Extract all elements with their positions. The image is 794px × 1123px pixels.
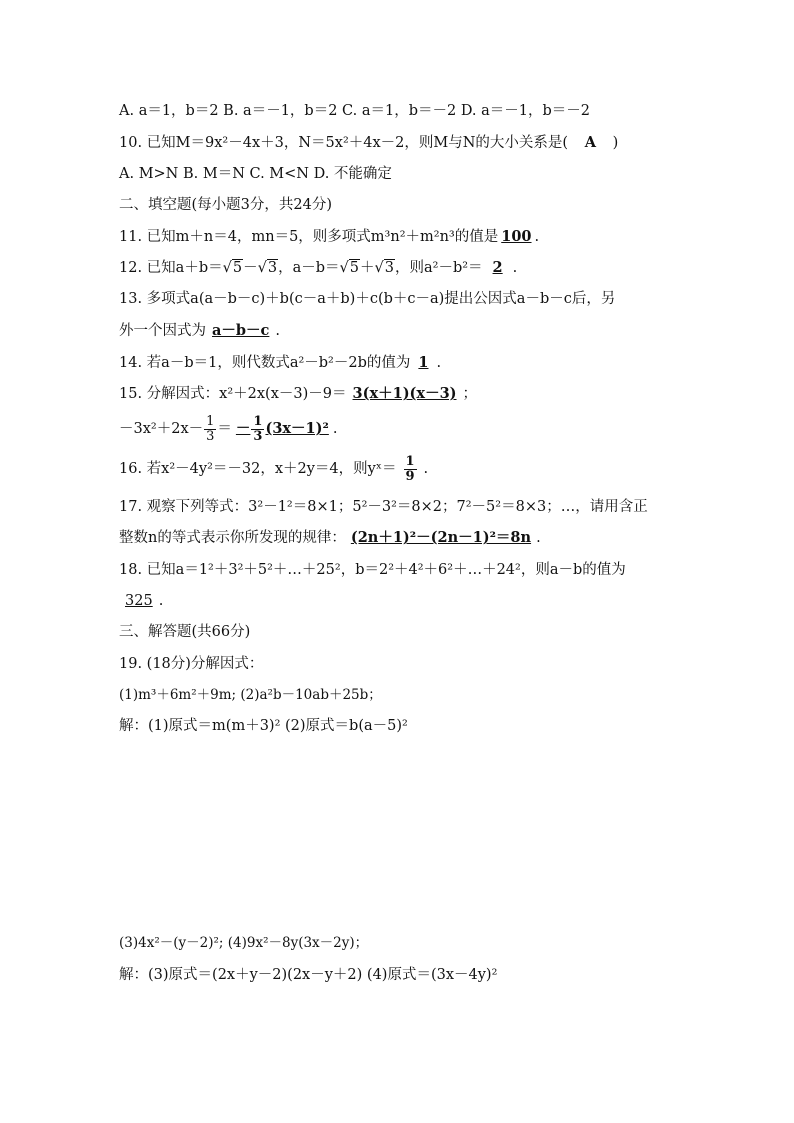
q12-mid1: ，a－b＝ bbox=[278, 260, 340, 276]
q15-answer1: 3(x＋1)(x－3) bbox=[352, 385, 457, 402]
sqrt5-a: √5 bbox=[222, 260, 243, 276]
q13-line2: 外一个因式为 a－b－c . bbox=[119, 322, 280, 339]
q18-answer: 325 bbox=[125, 593, 153, 609]
q19-solution12: 解：(1)原式＝m(m＋3)² (2)原式＝b(a－5)² bbox=[119, 718, 408, 734]
q19-solution34: 解：(3)原式＝(2x＋y－2)(2x－y＋2) (4)原式＝(3x－4y)² bbox=[119, 967, 498, 983]
q9-options: A. a＝1，b＝2 B. a＝－1，b＝2 C. a＝1，b＝－2 D. a＝－1，b＝－2 bbox=[119, 103, 591, 119]
q12-answer: 2 bbox=[492, 259, 503, 276]
sqrt3-b: √3 bbox=[374, 260, 394, 276]
q12-question: 12. 已知a＋b＝√5－√3，a－b＝√5＋√3，则a²－b²＝ 2 . bbox=[119, 259, 518, 276]
q18-line1: 18. 已知a＝1²＋3²＋5²＋…＋25²，b＝2²＋4²＋6²＋…＋24²，则a－b的值为 bbox=[119, 562, 626, 578]
q12-mid2: ，则a²－b²＝ bbox=[394, 260, 483, 276]
q11-end: . bbox=[534, 229, 540, 245]
section3-title: 三、解答题(共66分) bbox=[119, 624, 251, 640]
q19-stem: 19. (18分)分解因式： bbox=[119, 656, 264, 672]
q13-line1: 13. 多项式a(a－b－c)＋b(c－a＋b)＋c(b＋c－a)提出公因式a－b－c后，另 bbox=[119, 291, 616, 307]
q17-line1: 17. 观察下列等式：3²－1²＝8×1；5²－3²＝8×2；7²－5²＝8×3；…，请用含正 bbox=[119, 499, 648, 515]
q19-parts12: (1)m³＋6m²＋9m; (2)a²b－10ab＋25b； bbox=[119, 687, 382, 703]
q17-answer: (2n＋1)²－(2n－1)²＝8n bbox=[350, 529, 532, 546]
q15-fraction: $\frac{1}{3}$ bbox=[206, 413, 215, 444]
q10-answer: A bbox=[584, 134, 596, 151]
q14-stem: 14. 若a－b＝1，则代数式a²－b²－2b的值为 bbox=[119, 355, 411, 371]
q15-line1: 15. 分解因式：x²＋2x(x－3)－9＝ 3(x＋1)(x－3) ； bbox=[119, 385, 478, 402]
q19-parts34: (3)4x²－(y－2)²; (4)9x²－8y(3x－2y)； bbox=[119, 935, 369, 951]
q12-prefix: 12. 已知a＋b＝ bbox=[119, 260, 223, 276]
q17-line2: 整数n的等式表示你所发现的规律： (2n＋1)²－(2n－1)²＝8n . bbox=[119, 529, 541, 546]
q18-line2: 325 . bbox=[119, 591, 163, 611]
q15-stem: 15. 分解因式：x²＋2x(x－3)－9＝ bbox=[119, 386, 347, 402]
q10-stem: 10. 已知M＝9x²－4x＋3，N＝5x²＋4x－2，则M与N的大小关系是( bbox=[119, 135, 569, 151]
q11-stem: 11. 已知m＋n＝4，mn＝5，则多项式m³n²＋m²n³的值是 bbox=[119, 229, 499, 245]
q11-answer: 100 bbox=[501, 228, 532, 245]
q16-stem: 16. 若x²－4y²＝－32，x＋2y＝4，则yˣ＝ bbox=[119, 461, 397, 477]
q10-options: A. M>N B. M＝N C. M<N D. 不能确定 bbox=[119, 166, 392, 182]
q16-question: 16. 若x²－4y²＝－32，x＋2y＝4，则yˣ＝ $\frac{1}{9}$ . bbox=[119, 453, 429, 484]
q11-question bbox=[119, 227, 539, 247]
q15-answer2: － $\frac{1}{3}$ (3x－1)² bbox=[235, 413, 329, 444]
sqrt5-b: √5 bbox=[339, 260, 359, 276]
q14-answer: 1 bbox=[418, 354, 429, 371]
q13-answer: a－b－c bbox=[212, 322, 270, 339]
q10-question bbox=[119, 133, 618, 153]
q15-line2: －3x²＋2x－ $\frac{1}{3}$ ＝ － $\frac{1}{3}$ (3x－1)² . bbox=[119, 413, 338, 444]
q10-close: ) bbox=[612, 135, 619, 151]
q13-prefix: 外一个因式为 bbox=[119, 323, 206, 339]
q14-question: 14. 若a－b＝1，则代数式a²－b²－2b的值为 1 . bbox=[119, 354, 442, 371]
q16-answer: $\frac{1}{9}$ bbox=[405, 453, 415, 484]
section2-title: 二、填空题(每小题3分，共24分) bbox=[119, 197, 332, 213]
sqrt3-a: √3 bbox=[257, 260, 278, 276]
